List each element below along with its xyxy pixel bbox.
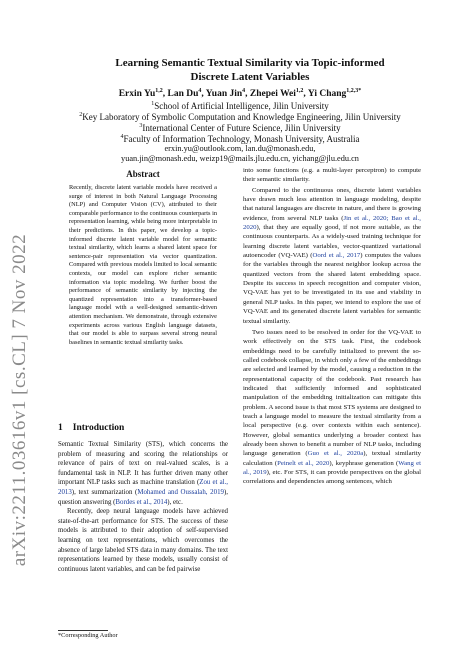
- footnote-rule: [58, 630, 108, 631]
- abstract-heading: Abstract: [126, 169, 160, 179]
- abstract-body: Recently, discrete latent variable models have received a surge of interest in both Natural Language Processing (NLP) and Computer Vision (CV), attributed to their comparable performance to the continuous counterparts in representation learning, while being more interpretable in their predictions. In this paper, we develop a topic-informed discrete latent variable model for semantic textual similarity, which learns a shared latent space for sentence-pair representation via vector quantization. Compared with previous models limited to local semantic contexts, our model can explore richer semantic information via topic modeling. We further boost the performance of semantic similarity by injecting the quantized representation into a transformer-based language model with a well-designed semantic-driven attention mechanism. We demonstrate, through extensive experiments across various English language datasets, that our model is able to surpass several strong neural baselines in semantic textual similarity tasks.: [69, 184, 217, 346]
- right-column-text: [243, 166, 421, 487]
- citation-link[interactable]: Zou et al., 2013: [58, 479, 228, 496]
- arxiv-id-text: arXiv:2211.03616v1 [cs.CL] 7 Nov 2022: [9, 233, 31, 567]
- author-affil-mark: 1,2: [155, 87, 163, 94]
- author-name: Yi Chang: [307, 89, 347, 99]
- citation-link[interactable]: Mohamed and Oussalah, 2019: [137, 488, 224, 496]
- section-heading: [58, 423, 124, 433]
- paper-title-line1: Learning Semantic Textual Similarity via Topic-informed: [115, 57, 385, 69]
- arxiv-identifier: [10, 200, 30, 600]
- author-affil-mark: 4: [242, 87, 246, 94]
- introduction-text: [58, 440, 228, 574]
- author-affil-mark: 4: [198, 87, 202, 94]
- email-line[interactable]: erxin.yu@outlook.com, lan.du@monash.edu,: [164, 144, 316, 153]
- affiliation: $^1$School of Artificial Intelligence, Jilin University: [151, 101, 329, 111]
- affiliation: $^4$Faculty of Information Technology, Monash University, Australia: [120, 134, 360, 144]
- citation-link[interactable]: Wang et al., 2019: [243, 459, 421, 476]
- paragraph: Recently, deep neural language models have achieved state-of-the-art performance for STS. The success of these models is attributed to their adoption of self-supervised learning on text representations, which overcomes the absence of large labeled STS data in many domains. The text representations learned by these models, usually consist of continuous latent variables, and can be fed pairwise: [58, 508, 228, 573]
- author-name: Erxin Yu: [118, 89, 156, 99]
- section-title: Introduction: [72, 423, 125, 433]
- citation-link[interactable]: Jin et al., 2020; Bao et al., 2020: [243, 214, 421, 232]
- citation-link[interactable]: Bordes et al., 2014: [115, 498, 168, 506]
- citation-link[interactable]: Guo et al., 2020a: [307, 450, 364, 458]
- affiliation: $^2$Key Laboratory of Symbolic Computation and Knowledge Engineering, Jilin University: [79, 112, 401, 122]
- section-number: 1: [58, 423, 63, 433]
- author-name: Lan Du: [167, 89, 199, 99]
- author-affil-mark: 1,2,3*: [346, 87, 362, 94]
- paragraph: into some functions (e.g. a multi-layer perceptron) to compute their semantic similarity.: [243, 167, 421, 184]
- citation-link[interactable]: Peinelt et al., 2020: [277, 459, 330, 467]
- footnote: *Corresponding Author: [58, 632, 118, 639]
- paragraph: Compared to the continuous ones, discrete latent variables have drawn much less attention in language modeling, despite that natural languages are discrete in nature, and there is growing evidence, from several NLP tasks (Jin et al., 2020; Bao et al., 2020), that they are equally good, if not more suitable, as the continuous counterparts. As a widely-used training technique for learning discrete latent variables, vector-quantized variational autoencoder (VQ-VAE) (Oord et al., 2017) computes the values for the variables through the nearest neighbor lookup across the quantized vectors from the shared latent embedding space. Despite its success in speech recognition and computer vision, VQ-VAE has yet to be investigated in its use and viability in general NLP tasks. In this paper, we intend to explore the use of VQ-VAE and its generated discrete latent variables for semantic textual similarity.: [243, 186, 421, 325]
- author-affil-mark: 1,2: [295, 87, 304, 94]
- author-list: Erxin Yu$^{1,2}$, Lan Du$^4$, Yuan Jin$^4$, Zhepei Wei$^{1,2}$, Yi Chang$^{1,2,3*}$: [118, 87, 362, 99]
- paragraph: Semantic Textual Similarity (STS), which concerns the problem of measuring and scoring the relationships or relevance of pairs of text on real-valued scales, is a fundamental task in NLP. It has further driven many other important NLP tasks such as machine translation (Zou et al., 2013), text summarization (Mohamed and Oussalah, 2019), question answering (Bordes et al., 2014), etc.: [58, 441, 228, 506]
- paragraph: Two issues need to be resolved in order for the VQ-VAE to work effectively on the STS task. First, the codebook embeddings need to be carefully initialized to prevent the so-called codebook collapse, in which only a few of the embeddings are selected and learned by the model, causing a reduction in the representational capacity of the codebook. Past research has indicated that sufficiently informed and sophisticated manipulation of the embedding initialization can mitigate this problem. A second issue is that most STS systems are designed to teach a language model to measure the textual similarity from a local perspective (e.g. over contexts within each sentence). However, global semantics underlying a broader context has already been shown to benefit a number of NLP tasks, including language generation (Guo et al., 2020a), textual similarity calculation (Peinelt et al., 2020), keyphrase generation (Wang et al., 2019), etc. For STS, it can provide perspectives on the global correlations and dependencies among sentences, which: [243, 328, 421, 486]
- author-name: Zhepei Wei: [249, 89, 296, 99]
- citation-link[interactable]: Oord et al., 2017: [312, 252, 361, 260]
- email-line[interactable]: yuan.jin@monash.edu, weizp19@mails.jlu.edu.cn, yichang@jlu.edu.cn: [121, 154, 359, 163]
- paper-title-line2: Discrete Latent Variables: [190, 71, 310, 83]
- author-name: Yuan Jin: [205, 89, 243, 99]
- affiliation: $^3$International Center of Future Science, Jilin University: [139, 123, 341, 133]
